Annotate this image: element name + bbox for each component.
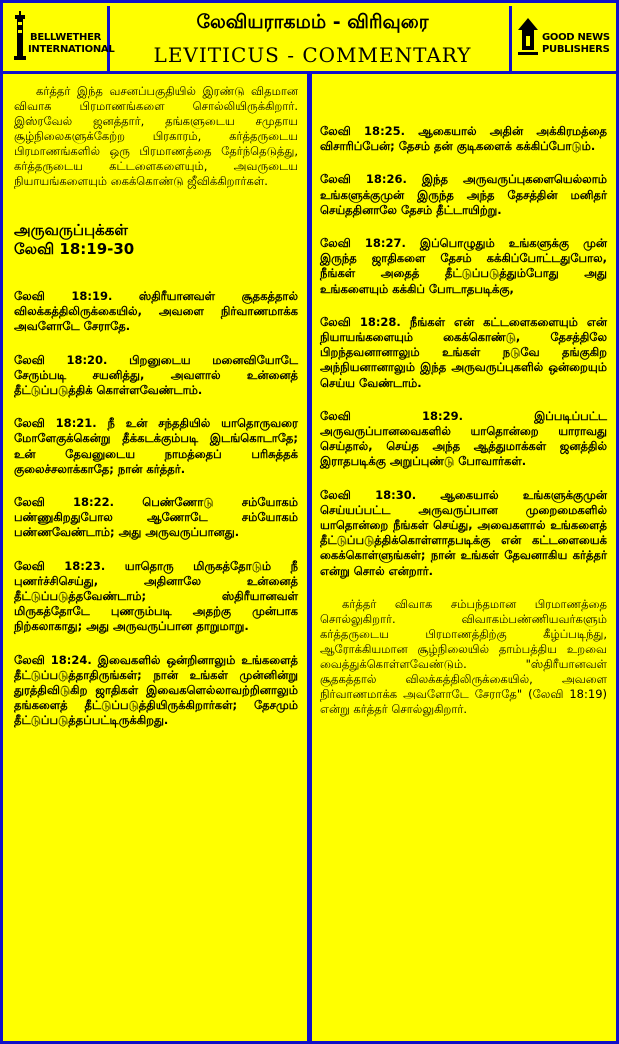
verse-18-29: லேவி 18:29. இப்படிப்பட்ட அருவருப்பானவைகளில் யாதொன்றை யாராவது செய்தால், செய்த அந்த ஆத்துமாக்கள் ஜனத்தில் இராதபடிக்கு அறுப்புண்டு போவார்கள். [320,408,607,469]
left-column [14,84,298,729]
title-english: LEVITICUS - COMMENTARY [153,43,472,67]
bellwether-logo-line2: INTERNATIONAL [28,44,115,55]
closing-paragraph: கர்த்தர் விவாக சம்பந்தமான பிரமாணத்தை சொல்லுகிறார். விவாகம்பண்ணியவர்களும் கர்த்தருடைய பிரமாணத்திற்கு கீழ்ப்படிந்து, ஆரோக்கியமான சூழ்நிலையில் தாம்பத்திய உறவை வைத்துக்கொள்ளவேண்டும். "ஸ்திரீயானவள் சூதகத்தால் விலக்கத்திலிருக்கையில், அவளை நிர்வாணமாக்க அவளோடே சேராதே" (லேவி 18:19) என்று கர்த்தர் சொல்லுகிறார். [320,596,607,716]
column-divider [307,74,312,1044]
bellwether-logo [6,6,115,74]
page-header [0,0,619,74]
title-tamil: லேவியராகமம் - விரிவுரை [196,11,429,33]
verse-18-20: லேவி 18:20. பிறனுடைய மனைவியோடே சேரும்படி சயனித்து, அவளால் உன்னைத் தீட்டுப்படுத்திக் கொள்ளவேண்டாம். [14,352,298,398]
section-reference: லேவி 18:19-30 [14,240,135,258]
right-column [320,84,607,717]
bellwether-logo-line1: BELLWETHER [30,32,102,43]
verse-18-19: லேவி 18:19. ஸ்திரீயானவள் சூதகத்தால் விலக்கத்திலிருக்கையில், அவளை நிர்வாணமாக்க அவளோடே சேராதே. [14,289,298,334]
verse-18-22: லேவி 18:22. பெண்ணோடு சம்யோகம் பண்ணுகிறதுபோல ஆணோடே சம்யோகம் பண்ணவேண்டாம்; அது அருவருப்பானது. [14,495,298,540]
verse-18-30: லேவி 18:30. ஆகையால் உங்களுக்குமுன் செய்யப்பட்ட அருவருப்பான முறைமைகளில் யாதொன்றை நீங்கள் செய்து, அவைகளால் உங்களைத் தீட்டுப்படுத்திக்கொள்ளாதபடிக்கு என் கட்டளையைக் கைக்கொள்ளுங்கள்; நான் உங்கள் தேவனாகிய கர்த்தர் என்று சொல் என்றார். [320,487,607,578]
verse-18-28: லேவி 18:28. நீங்கள் என் கட்டளைகளையும் என் நியாயங்களையும் கைக்கொண்டு, தேசத்திலே பிறந்தவனானாலும் உங்கள் நடுவே தங்குகிற அந்நியனானாலும் இந்த அருவருப்புகளில் ஒன்றையும் செய்ய வேண்டாம். [320,314,607,390]
verse-18-26: லேவி 18:26. இந்த அருவருப்புகளையெல்லாம் உங்களுக்குமுன் இருந்த அந்த தேசத்தின் மனிதர் செய்ததினாலே தேசம் தீட்டாயிற்று. [320,172,607,217]
section-heading: அருவருப்புக்கள் [14,221,128,239]
good-news-logo-line1: GOOD NEWS [542,32,610,43]
verse-18-23: லேவி 18:23. யாதொரு மிருகத்தோடும் நீ புணர்ச்சிசெய்து, அதினாலே உன்னைத் தீட்டுப்படுத்தவேண்டாம்; ஸ்திரீயானவள் மிருகத்தோடே புணரும்படி அதற்கு முன்பாக நிற்கலாகாது; அது அருவருப்பான தாறுமாறு. [14,558,298,634]
good-news-logo-line2: PUBLISHERS [542,44,610,55]
intro-paragraph: கர்த்தர் இந்த வசனப்பகுதியில் இரண்டு விதமான விவாக பிரமாணங்களை சொல்லியிருக்கிறார். இஸ்ரவேல் ஜனத்தார், தங்களுடைய சமுதாய சூழ்நிலைகளுக்கேற்ற பிரகாரம், கர்த்தருடைய பிரமாணங்களில் ஒரு பிரமாணத்தை தேர்ந்தெடுத்து, கர்த்தருடைய கட்டளைகளையும், அவருடைய நியாயங்களையும் கைக்கொண்டு ஜீவிக்கிறார்கள். [14,84,298,188]
verse-18-21: லேவி 18:21. நீ உன் சந்ததியில் யாதொருவரை மோளேகுக்கென்று தீக்கடக்கும்படி இடங்கொடாதே; உன் தேவனுடைய நாமத்தைப் பரிசுத்தக் குலைச்சலாக்காதே; நான் கர்த்தர். [14,416,298,476]
verse-18-27: லேவி 18:27. இப்பொழுதும் உங்களுக்கு முன் இருந்த ஜாதிகளை தேசம் கக்கிப்போட்டதுபோல, நீங்கள் அதைத் தீட்டுப்படுத்தும்போது அது உங்களையும் கக்கிப் போடாதபடிக்கு, [320,236,607,296]
verse-18-24: லேவி 18:24. இவைகளில் ஒன்றினாலும் உங்களைத் தீட்டுப்படுத்தாதிருங்கள்; நான் உங்கள் முன்னின்று துரத்திவிடுகிற ஜாதிகள் இவைகளெல்லாவற்றினாலும் தங்களைத் தீட்டுப்படுத்தியிருக்கிறார்கள்; தேசமும் தீட்டுப்படுத்தப்பட்டிருக்கிறது. [14,652,298,728]
verse-18-25: லேவி 18:25. ஆகையால் அதின் அக்கிரமத்தை விசாரிப்பேன்; தேசம் தன் குடிகளைக் கக்கிப்போடும். [320,124,607,154]
good-news-logo [509,6,613,74]
